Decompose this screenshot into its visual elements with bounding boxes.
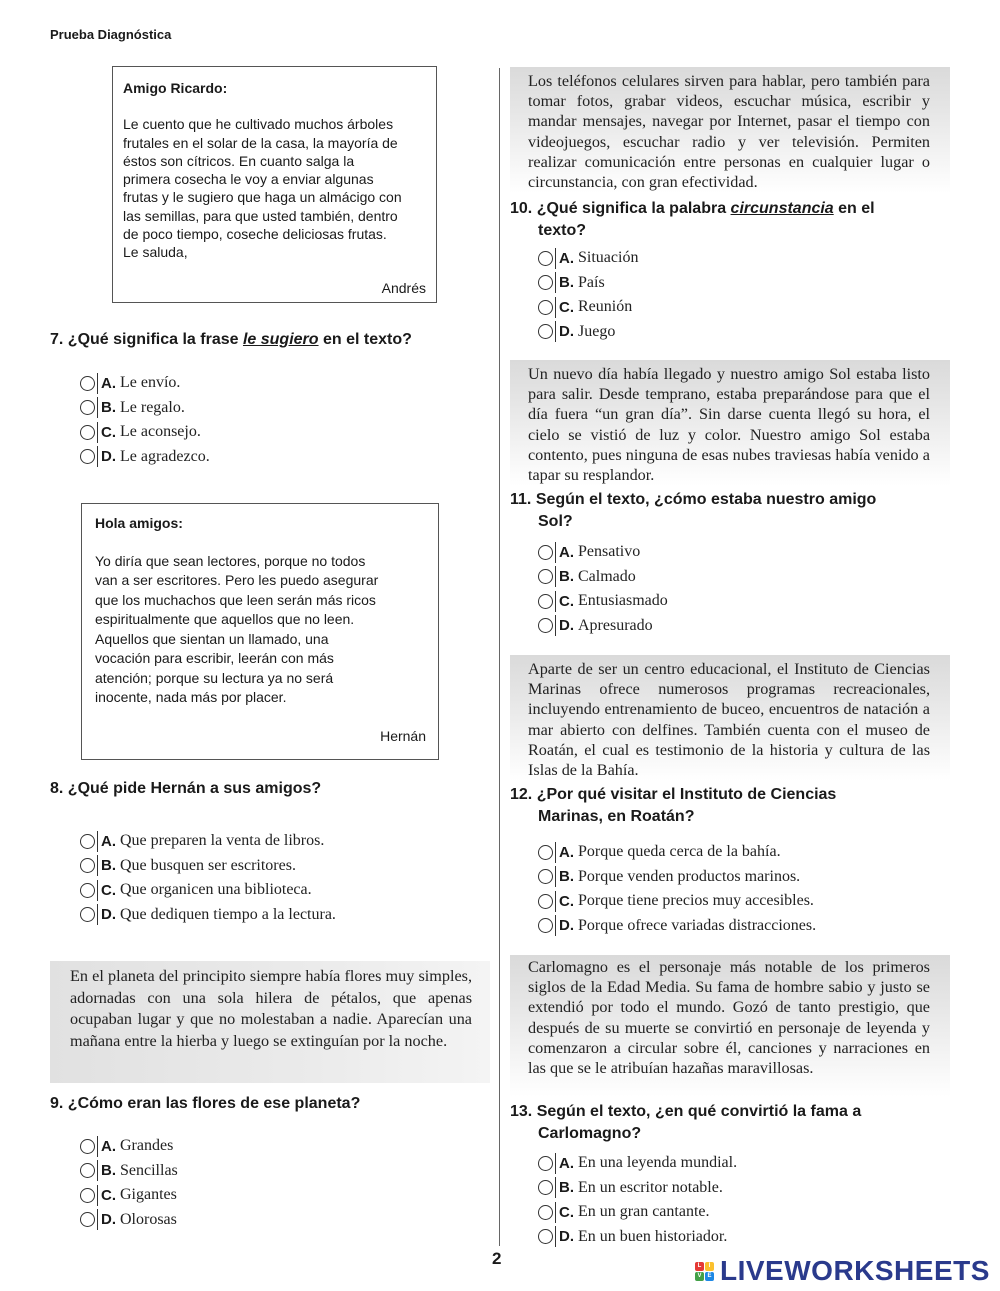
logo-badge-tile: E: [705, 1272, 714, 1281]
option-separator: [555, 542, 556, 563]
option-text: En un gran cantante.: [578, 1203, 710, 1221]
option-text: Que dediquen tiempo a la lectura.: [120, 905, 336, 923]
reading-passage-principito: En el planeta del principito siempre había flores muy simples, adornadas con una sola hilera de pétalos, que apenas ocupaban lugar y que no molestaban a nadie. Aparecían una mañana entre la hierba y luego se extinguían por la noche.: [50, 961, 490, 1083]
option-q8-b[interactable]: [80, 854, 336, 879]
option-q11-b[interactable]: [538, 565, 668, 590]
option-letter: A.: [101, 1137, 116, 1155]
option-letter: C.: [101, 1186, 116, 1204]
reading-passage-instituto: Aparte de ser un centro educacional, el Instituto de Ciencias Marinas ofrece numerosos programas recreacionales, incluyendo entrenamiento de buceo, encuentros de natación a mar abierto con delfines. También cuenta con el museo de Roatán, el cual es testimonio de la historia y cultura de las Islas de la Bahía.: [510, 655, 950, 781]
option-text: Calmado: [578, 567, 636, 585]
option-q11-d[interactable]: [538, 614, 668, 639]
letter-greeting: Amigo Ricardo:: [123, 80, 228, 96]
radio-button[interactable]: [538, 569, 553, 584]
options-q13: [538, 1151, 737, 1249]
option-text: En un buen historiador.: [578, 1227, 728, 1245]
option-separator: [97, 422, 98, 443]
option-letter: A.: [559, 843, 574, 861]
question-text-post: en el texto?: [318, 331, 412, 348]
option-text: En un escritor notable.: [578, 1178, 723, 1196]
letter-hernan: [81, 503, 439, 760]
option-letter: B.: [559, 1179, 574, 1197]
options-q7: [80, 371, 210, 469]
option-q12-a[interactable]: [538, 840, 816, 865]
question-7: [50, 329, 490, 351]
option-separator: [555, 866, 556, 887]
option-separator: [555, 272, 556, 293]
option-q7-b[interactable]: [80, 396, 210, 421]
radio-button[interactable]: [538, 1180, 553, 1195]
reading-passage-celulares: Los teléfonos celulares sirven para hablar, pero también para tomar fotos, grabar videos, escuchar música, escribir y mandar mensajes, navegar por Internet, pasar el tiempo con videojuegos, escuchar radio y ver televisión. Permiten realizar comunicación entre personas en cualquier lugar o circunstancia, con gran efectividad.: [510, 67, 950, 193]
radio-button[interactable]: [80, 1188, 95, 1203]
option-letter: C.: [559, 1203, 574, 1221]
option-letter: D.: [101, 448, 116, 466]
option-separator: [97, 880, 98, 901]
letter-ricardo: [112, 66, 437, 303]
question-number: 11.: [510, 491, 532, 508]
option-letter: B.: [101, 1162, 116, 1180]
option-text: Porque tiene precios muy accesibles.: [578, 892, 814, 910]
question-number: 7.: [50, 331, 64, 348]
option-separator: [555, 297, 556, 318]
radio-button[interactable]: [538, 251, 553, 266]
option-text: Le aconsejo.: [120, 423, 201, 441]
option-letter: B.: [101, 399, 116, 417]
radio-button[interactable]: [538, 845, 553, 860]
letter-line: vocación para escribir, leerán con más: [95, 650, 334, 666]
radio-button[interactable]: [538, 1156, 553, 1171]
option-letter: C.: [559, 298, 574, 316]
option-text: Situación: [578, 249, 639, 267]
option-q7-a[interactable]: [80, 371, 210, 396]
radio-button[interactable]: [80, 1139, 95, 1154]
option-q8-d[interactable]: [80, 903, 336, 928]
radio-button[interactable]: [538, 1229, 553, 1244]
question-text: ¿Cómo eran las flores de ese planeta?: [67, 1095, 361, 1112]
radio-button[interactable]: [538, 594, 553, 609]
logo-badge-tile: V: [695, 1272, 704, 1281]
option-separator: [555, 591, 556, 612]
option-letter: C.: [101, 881, 116, 899]
radio-button[interactable]: [80, 883, 95, 898]
option-letter: B.: [101, 857, 116, 875]
option-separator: [555, 566, 556, 587]
option-text: Que busquen ser escritores.: [120, 856, 296, 874]
option-letter: A.: [101, 374, 116, 392]
radio-button[interactable]: [80, 1212, 95, 1227]
radio-button[interactable]: [80, 858, 95, 873]
option-text: Pensativo: [578, 543, 641, 561]
option-letter: D.: [101, 1211, 116, 1229]
question-number: 12.: [510, 786, 533, 803]
option-q12-b[interactable]: [538, 865, 816, 890]
page-header-title: Prueba Diagnóstica: [50, 27, 172, 42]
option-text: Porque venden productos marinos.: [578, 867, 801, 885]
option-text: País: [578, 273, 605, 291]
letter-greeting: Hola amigos:: [95, 515, 183, 531]
question-highlight: le sugiero: [242, 331, 319, 348]
option-letter: A.: [559, 543, 574, 561]
option-q9-a[interactable]: [80, 1134, 178, 1159]
radio-button[interactable]: [538, 545, 553, 560]
question-9: [50, 1093, 490, 1115]
option-q10-c[interactable]: [538, 295, 638, 320]
option-letter: D.: [559, 617, 574, 635]
logo-badge-icon: [695, 1262, 714, 1281]
option-letter: C.: [559, 592, 574, 610]
option-text: Gigantes: [120, 1186, 177, 1204]
options-q10: [538, 246, 638, 344]
option-q10-a[interactable]: [538, 246, 638, 271]
letter-line: las semillas, para que usted también, dentro: [123, 207, 398, 224]
question-text-pre: ¿Qué significa la frase: [67, 331, 243, 348]
option-separator: [555, 1226, 556, 1247]
option-text: Grandes: [120, 1137, 174, 1155]
radio-button[interactable]: [538, 324, 553, 339]
option-q9-b[interactable]: [80, 1159, 178, 1184]
option-text: Que organicen una biblioteca.: [120, 881, 312, 899]
question-number: 9.: [50, 1095, 64, 1112]
letter-signature: Hernán: [380, 727, 426, 744]
radio-button[interactable]: [538, 275, 553, 290]
letter-line: Aquellos que sientan un llamado, una: [95, 630, 329, 647]
option-letter: C.: [101, 423, 116, 441]
option-text: Apresurado: [578, 616, 653, 634]
option-text: En una leyenda mundial.: [578, 1154, 738, 1172]
option-text: Sencillas: [120, 1161, 178, 1179]
letter-line: Yo diría que sean lectores, porque no todos: [95, 552, 366, 569]
radio-button[interactable]: [538, 869, 553, 884]
radio-button[interactable]: [80, 400, 95, 415]
option-q9-c[interactable]: [80, 1183, 178, 1208]
option-q10-b[interactable]: [538, 271, 638, 296]
question-number: 13.: [510, 1103, 533, 1120]
option-text: Porque ofrece variadas distracciones.: [578, 916, 817, 934]
radio-button[interactable]: [80, 449, 95, 464]
letter-line: frutales en el solar de la casa, la mayoría de: [123, 134, 398, 151]
option-letter: A.: [101, 832, 116, 850]
radio-button[interactable]: [80, 907, 95, 922]
liveworksheets-logo[interactable]: [695, 1255, 990, 1287]
option-separator: [97, 446, 98, 467]
radio-button[interactable]: [80, 1163, 95, 1178]
question-text: ¿Qué pide Hernán a sus amigos?: [67, 780, 322, 797]
option-separator: [97, 373, 98, 394]
radio-button[interactable]: [538, 300, 553, 315]
option-text: Le envío.: [120, 374, 181, 392]
option-letter: A.: [559, 1154, 574, 1172]
option-q13-a[interactable]: [538, 1151, 737, 1176]
radio-button[interactable]: [80, 425, 95, 440]
radio-button[interactable]: [538, 1205, 553, 1220]
logo-badge-tile: I: [705, 1262, 714, 1271]
option-separator: [555, 915, 556, 936]
option-separator: [555, 1202, 556, 1223]
radio-button[interactable]: [80, 834, 95, 849]
letter-line: van a ser escritores. Pero les puedo asegurar: [95, 572, 379, 588]
letter-line: primera cosecha le voy a enviar algunas: [123, 171, 374, 188]
letter-line: frutas y le sugiero que haga un almácigo con: [123, 189, 402, 206]
question-number: 10.: [510, 200, 533, 217]
option-separator: [555, 615, 556, 636]
option-text: Juego: [578, 322, 616, 340]
page-number: 2: [492, 1249, 502, 1268]
option-q11-a[interactable]: [538, 540, 668, 565]
option-letter: B.: [559, 274, 574, 292]
option-separator: [97, 1185, 98, 1206]
option-q8-c[interactable]: [80, 878, 336, 903]
option-separator: [97, 1209, 98, 1230]
option-q10-d[interactable]: [538, 320, 638, 345]
option-q13-d[interactable]: [538, 1225, 737, 1250]
option-separator: [555, 1177, 556, 1198]
question-text-pre: ¿Qué significa la palabra: [536, 200, 731, 217]
letter-line: espiritualmente que aquellos que no leen.: [95, 611, 355, 627]
letter-line: que los muchachos que leen serán más ricos: [95, 591, 376, 608]
option-text: Le agradezco.: [120, 447, 210, 465]
option-q12-c[interactable]: [538, 889, 816, 914]
question-text: Según el texto, ¿en qué convirtió la fama a: [536, 1103, 862, 1120]
question-text-post: en el: [833, 200, 875, 217]
option-letter: B.: [559, 568, 574, 586]
question-text-continued: Marinas, en Roatán?: [538, 808, 695, 825]
logo-badge-tile: L: [695, 1262, 704, 1271]
option-q13-b[interactable]: [538, 1176, 737, 1201]
radio-button[interactable]: [538, 618, 553, 633]
letter-line: Le saluda,: [123, 244, 188, 261]
option-letter: C.: [559, 892, 574, 910]
reading-passage-sol: Un nuevo día había llegado y nuestro amigo Sol estaba listo para salir. Desde temprano, estaba preparándose para que el día fuera “un gran día”. Sin darse cuenta llegó su hora, el cielo se vistió de luz y color. Nuestro amigo Sol estaba contento, pues ninguna de esas nubes traviesas había venido a tapar su resplandor.: [510, 360, 950, 486]
option-separator: [97, 904, 98, 925]
option-letter: D.: [559, 917, 574, 935]
option-separator: [97, 397, 98, 418]
letter-line: Le cuento que he cultivado muchos árboles: [123, 116, 394, 133]
letter-line: inocente, nada más por placer.: [95, 689, 287, 705]
option-q11-c[interactable]: [538, 589, 668, 614]
radio-button[interactable]: [538, 918, 553, 933]
options-q8: [80, 829, 336, 927]
question-8: [50, 778, 490, 800]
options-q9: [80, 1134, 178, 1232]
option-separator: [97, 831, 98, 852]
option-separator: [555, 1153, 556, 1174]
option-q8-a[interactable]: [80, 829, 336, 854]
question-text: ¿Por qué visitar el Instituto de Ciencias: [536, 786, 837, 803]
letter-line: éstos son cítricos. En cuanto salga la: [123, 152, 355, 169]
option-separator: [97, 1160, 98, 1181]
column-divider: [499, 68, 500, 1246]
reading-passage-carlomagno: Carlomagno es el personaje más notable de los primeros siglos de la Edad Media. Su fama de hombre sabio y justo se extendió por todo el mundo. Gozó de tanto prestigio, que después de su muerte se convirtió en personaje de leyenda y comenzaron a circular sobre él, canciones y narraciones en las que se le atribuían hazañas maravillosas.: [510, 955, 950, 1097]
option-letter: A.: [559, 249, 574, 267]
question-13: [510, 1101, 960, 1145]
question-11: [510, 489, 960, 533]
option-separator: [97, 855, 98, 876]
letter-signature: Andrés: [381, 279, 426, 296]
option-separator: [555, 842, 556, 863]
logo-wordmark: LIVEWORKSHEETS: [720, 1255, 990, 1286]
option-text: Entusiasmado: [578, 592, 668, 610]
options-q12: [538, 840, 816, 938]
option-text: Porque queda cerca de la bahía.: [578, 843, 781, 861]
question-text-continued: Carlomagno?: [538, 1125, 642, 1142]
option-separator: [555, 891, 556, 912]
question-highlight: circunstancia: [730, 200, 834, 217]
option-letter: D.: [559, 323, 574, 341]
option-q13-c[interactable]: [538, 1200, 737, 1225]
option-q9-d[interactable]: [80, 1208, 178, 1233]
option-q12-d[interactable]: [538, 914, 816, 939]
question-text: Según el texto, ¿cómo estaba nuestro amigo: [535, 491, 877, 508]
option-q7-c[interactable]: [80, 420, 210, 445]
option-separator: [555, 248, 556, 269]
letter-line: atención; porque su lectura ya no será: [95, 669, 334, 686]
question-number: 8.: [50, 780, 64, 797]
option-letter: D.: [101, 906, 116, 924]
option-letter: B.: [559, 868, 574, 886]
question-10: [510, 198, 960, 242]
option-text: Olorosas: [120, 1210, 177, 1228]
letter-line: de poco tiempo, coseche deliciosas frutas.: [123, 226, 387, 243]
option-letter: D.: [559, 1228, 574, 1246]
option-separator: [555, 321, 556, 342]
radio-button[interactable]: [80, 376, 95, 391]
option-text: Le regalo.: [120, 398, 185, 416]
option-text: Reunión: [578, 298, 633, 316]
question-12: [510, 784, 960, 828]
option-separator: [97, 1136, 98, 1157]
question-text-continued: texto?: [538, 222, 586, 239]
options-q11: [538, 540, 668, 638]
option-text: Que preparen la venta de libros.: [120, 832, 325, 850]
option-q7-d[interactable]: [80, 445, 210, 470]
question-text-continued: Sol?: [538, 513, 573, 530]
radio-button[interactable]: [538, 894, 553, 909]
